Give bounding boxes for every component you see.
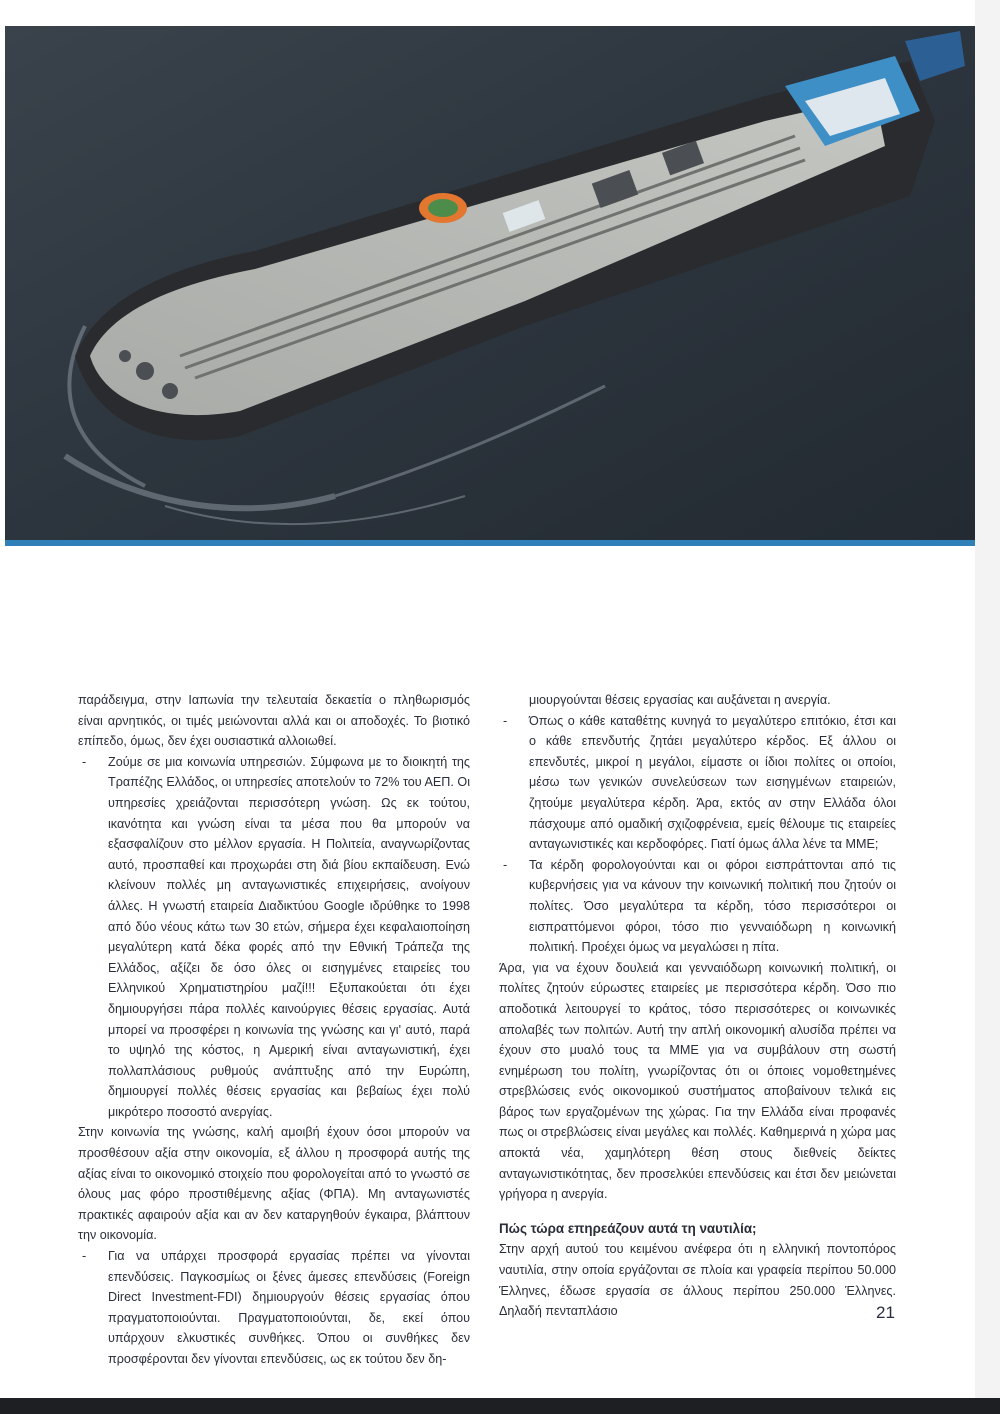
- blue-divider-rule: [5, 540, 975, 546]
- list-dash: -: [503, 857, 508, 872]
- section-subheading: Πώς τώρα επηρεάζουν αυτά τη ναυτιλία;: [499, 1220, 757, 1236]
- list-item-continuation: [499, 690, 896, 711]
- intro-paragraph: παράδειγμα, στην Ιαπωνία την τελευταία δεκαετία ο πληθωρισμός είναι αρνητικός, οι τιμές μειώνονται αλλά και οι αποδοχές. Το βιοτικό επίπεδο, όμως, δεν έχει ουσιαστικά αλλοιωθεί.: [78, 693, 470, 749]
- right-column: [499, 690, 896, 1322]
- list-item-text: Τα κέρδη φορολογούνται και οι φόροι εισπράττονται από τις κυβερνήσεις για να κάνουν την κοινωνική πολιτική που ζητούν οι πολίτες. Όσο μεγαλύτερα τα κέρδη, τόσο περισσότεροι οι εισπραττόμενοι φόροι, τόσο πιο γενναιόδωρη η κοινωνική πολιτική. Προέχει όμως να μεγαλώσει η πίτα.: [529, 857, 896, 955]
- list-item: [499, 711, 896, 855]
- body-paragraph: Άρα, για να έχουν δουλειά και γενναιόδωρη κοινωνική πολιτική, οι πολίτες ζητούν εύρωστες εταιρείες με περισσότερα κέρδη. Όσο πιο αποδοτικά λειτουργεί το κράτος, τόσο περισσότερες οι κοινωνικές απολαβές των πολιτών. Αυτή την απλή οικονομική αλυσίδα πρέπει να έχουν στο μυαλό τους τα ΜΜΕ για να συμβάλουν στη σωστή ενημέρωση του πολίτη, γνωρίζοντας ότι οι όποιες νομοθετημένες στρεβλώσεις ενός οικονομικού συστήματος αποβαίνουν τελικά εις βάρος των εργαζομένων της χώρας. Για την Ελλάδα είναι προφανές πως οι στρεβλώσεις είναι μεγάλες και πολλές. Καθημερινά η χώρα μας αποκτά νέα, χαμηλότερη θέση στους διεθνείς δείκτες ανταγωνιστικότητας, δεν προσελκύει επενδύσεις και έτσι δεν μειώνεται γρήγορα η ανεργία.: [499, 960, 896, 1202]
- page-edge: [975, 0, 1000, 1414]
- list-item-text: Ζούμε σε μια κοινωνία υπηρεσιών. Σύμφωνα με το διοικητή της Τραπέζης Ελλάδος, οι υπηρεσίες αποτελούν το 72% του ΑΕΠ. Οι υπηρεσίες χρειάζονται περισσότερη γνώση. Ως εκ τούτου, ικανότητα και γνώση είναι τα μέσα που θα μπορούν να εξασφαλίζουν στο μέλλον εργασία. Η Πολιτεία, αναγνωρίζοντας αυτό, προσπαθεί και προχωράει στη διά βίου εκπαίδευση. Ενώ κλείνουν πολλές μη ανταγωνιστικές επιχειρήσεις, ανοίγουν άλλες. Η γνωστή εταιρεία Διαδικτύου Google ιδρύθηκε το 1998 από δύο νέους κάτω των 30 ετών, σήμερα έχει κεφαλαιοποίηση μεγαλύτερη κατά δέκα φορές από την Εθνική Τράπεζα της Ελλάδος, αξίζει δε όσο όλες οι εισηγμένες εταιρείες του Ελληνικού Χρηματιστηρίου μαζί!!! Εξυπακούεται ότι έχει δημιουργήσει πάρα πολλές καινούργιες θέσεις εργασίας. Αυτά μπορεί να προσφέρει η κοινωνία της γνώσης και γι' αυτό, παρά το υψηλό της κόστος, η Αμερική είναι ανταγωνιστική, έχει πολλαπλάσιους ρυθμούς ανάπτυξης από την Ευρώπη, δημιουργεί πολλές θέσεις εργασίας και βεβαίως έχει πολύ μικρότερο ποσοστό ανεργίας.: [108, 754, 470, 1119]
- page-number: 21: [876, 1303, 895, 1322]
- tanker-photo: [5, 26, 975, 542]
- list-item-text: Όπως ο κάθε καταθέτης κυνηγά το μεγαλύτερο επιτόκιο, έτσι και ο κάθε επενδυτής ζητάει μεγαλύτερο κέρδος. Εξ άλλου οι επενδυτές, μικροί η μεγάλοι, είμαστε οι ίδιοι πολίτες οι οποίοι, μέσω των γενικών συνελεύσεων των εισηγμένων εταιρειών, ζητούμε μεγαλύτερα κέρδη. Άρα, εκτός αν στην Ελλάδα όλοι πάσχουμε από ομαδική σχιζοφρένεια, εμείς θέλουμε τις εταιρείες ανταγωνιστικές και κερδοφόρες. Γιατί όμως άλλα λένε τα ΜΜΕ;: [529, 713, 896, 852]
- body-paragraph: Στην αρχή αυτού του κειμένου ανέφερα ότι η ελληνική ποντοπόρος ναυτιλία, στην οποία εργάζονται σε πλοία και γραφεία περίπου 50.000 Έλληνες, έδωσε εργασία σε άλλους περίπου 250.000 Έλληνες. Δηλαδή πενταπλάσιο: [499, 1242, 896, 1319]
- list-item: [78, 752, 470, 1123]
- list-item: [78, 1246, 470, 1370]
- body-paragraph: Στην κοινωνία της γνώσης, καλή αμοιβή έχουν όσοι μπορούν να προσθέσουν αξία στην οικονομία, εξ άλλου η προσφορά αυτής της αξίας είναι το οικονομικό στοιχείο που φορολογείται από το γνωστό σε όλους μας φόρο προστιθέμενης αξίας (ΦΠΑ). Μη ανταγωνιστές πρακτικές αφαιρούν αξία και αν δεν καταργηθούν έγκαιρα, βλάπτουν την οικονομία.: [78, 1125, 470, 1243]
- helipad: [419, 193, 467, 223]
- tanker-illustration: [5, 26, 975, 542]
- scan-bottom-edge: [0, 1398, 1000, 1414]
- left-column: [78, 690, 470, 1370]
- list-item: [499, 855, 896, 958]
- list-item-text: Για να υπάρχει προσφορά εργασίας πρέπει να γίνονται επενδύσεις. Παγκοσμίως οι ξένες άμεσες επενδύσεις (Foreign Direct Investment-FDI) δημιουργούν θέσεις εργασίας όπου πραγματοποιούνται. Πραγματοποιούνται, δε, εκεί όπου υπάρχουν ελκυστικές συνθήκες. Όπου οι συνθήκες δεν προσφέρονται δεν γίνονται επενδύσεις, ως εκ τούτου δεν δη-: [108, 1249, 470, 1366]
- list-dash: -: [82, 754, 87, 769]
- list-dash: -: [503, 713, 508, 728]
- list-item-text: μιουργούνται θέσεις εργασίας και αυξάνεται η ανεργία.: [529, 693, 831, 707]
- list-dash: -: [82, 1249, 87, 1264]
